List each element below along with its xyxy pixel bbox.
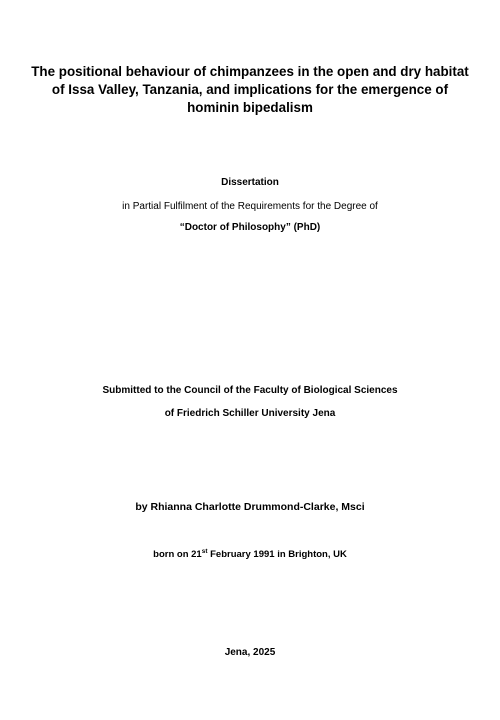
- submission-line-1: Submitted to the Council of the Faculty of Biological Sciences: [102, 385, 398, 396]
- birth-info-superscript: st: [201, 547, 208, 555]
- author-byline: by Rhianna Charlotte Drummond-Clarke, Msci: [135, 501, 365, 513]
- birth-info-prefix: born on 21: [153, 549, 202, 560]
- submission-line-2: of Friedrich Schiller University Jena: [164, 408, 336, 419]
- place-and-date: Jena, 2025: [224, 647, 276, 658]
- birth-info-suffix: February 1991 in Brighton, UK: [207, 549, 347, 560]
- dissertation-heading: Dissertation: [221, 177, 279, 188]
- dissertation-title: The positional behaviour of chimpanzees in the open and dry habitat of Issa Valley, Tanzania, and implications for the emergence of hominin bipedalism: [31, 64, 469, 115]
- degree-name: “Doctor of Philosophy” (PhD): [179, 222, 321, 233]
- birth-info: [0, 549, 500, 560]
- degree-purpose-text: in Partial Fulfilment of the Requirements for the Degree of: [122, 201, 378, 212]
